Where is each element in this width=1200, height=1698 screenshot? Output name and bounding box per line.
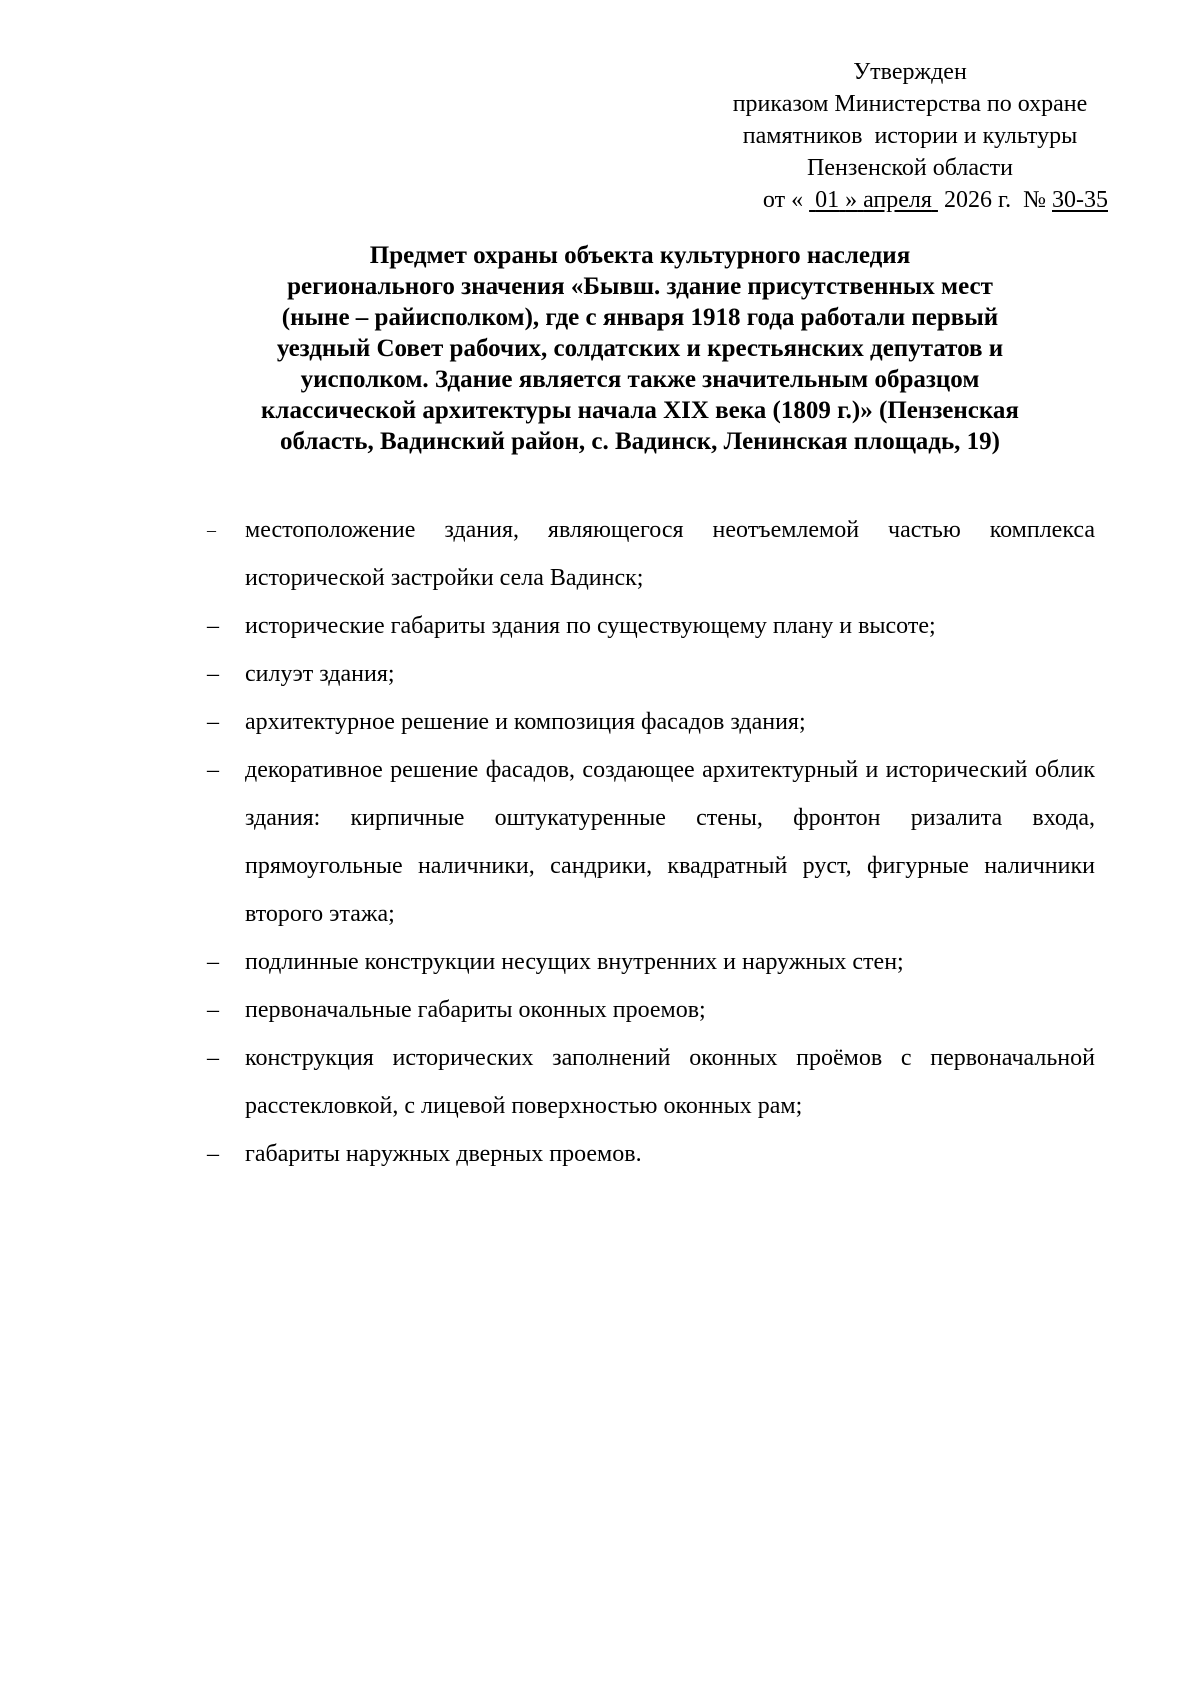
list-dash: –	[207, 520, 216, 540]
title-line: уисполком. Здание является также значительным образцом	[300, 366, 980, 393]
order-day-value: 01	[815, 187, 840, 213]
list-dash: –	[207, 1045, 219, 1071]
approval-line-1: приказом Министерства по охране	[732, 91, 1088, 117]
order-number: 30-35	[1052, 187, 1108, 213]
list-item-text: силуэт здания;	[245, 661, 395, 687]
title-line: уездный Совет рабочих, солдатских и крестьянских депутатов и	[276, 335, 1004, 362]
list-item	[205, 698, 1095, 746]
list-item	[205, 986, 1095, 1034]
list-item	[205, 602, 1095, 650]
order-year: 2026 г.	[943, 187, 1012, 213]
approval-block	[680, 56, 1140, 216]
list-dash: –	[207, 1141, 219, 1167]
list-item-text: первоначальные габариты оконных проемов;	[245, 997, 706, 1023]
order-number-sign: №	[1023, 187, 1046, 213]
list-item	[205, 650, 1095, 698]
list-item	[205, 938, 1095, 986]
list-item	[205, 1130, 1095, 1178]
order-day	[809, 187, 845, 213]
list-item	[205, 506, 1095, 602]
order-month-quote: »	[845, 187, 858, 213]
list-item-text: архитектурное решение и композиция фасадов здания;	[245, 709, 806, 735]
list-dash: –	[207, 949, 219, 975]
document-title	[200, 240, 1080, 457]
list-item-text: подлинные конструкции несущих внутренних и наружных стен;	[245, 949, 904, 975]
list-item-text: габариты наружных дверных проемов.	[245, 1141, 642, 1167]
list-dash: –	[207, 613, 219, 639]
list-dash: –	[207, 709, 219, 735]
approval-heading: Утвержден	[853, 59, 967, 85]
list-dash: –	[207, 757, 219, 783]
order-month	[845, 187, 938, 213]
list-item-text: местоположение здания, являющегося неотъемлемой частью комплекса исторической застройки села Вадинск;	[245, 517, 1095, 591]
order-date-prefix: от «	[762, 187, 804, 213]
order-month-value: апреля	[863, 187, 932, 213]
list-item-text: декоративное решение фасадов, создающее архитектурный и исторический облик здания: кирпичные оштукатуренные стены, фронтон ризалита входа, прямоугольные наличники, сандрики, квадратный руст, фигурные наличники второго этажа;	[245, 757, 1095, 927]
list-item	[205, 746, 1095, 938]
approval-line-3: Пензенской области	[807, 155, 1013, 181]
title-line: регионального значения «Бывш. здание присутственных мест	[287, 273, 993, 300]
title-line: классической архитектуры начала XIX века (1809 г.)» (Пензенская	[261, 397, 1019, 424]
title-line: (ныне – райисполком), где с января 1918 года работали первый	[281, 304, 999, 331]
list-item	[205, 1034, 1095, 1130]
order-date-number-line	[680, 184, 1140, 216]
list-dash: –	[207, 997, 219, 1023]
list-item-text: исторические габариты здания по существующему плану и высоте;	[245, 613, 936, 639]
list-dash: –	[207, 661, 219, 687]
title-line: область, Вадинский район, с. Вадинск, Ленинская площадь, 19)	[279, 428, 1001, 455]
approval-line-2: памятников истории и культуры	[742, 123, 1078, 149]
title-line: Предмет охраны объекта культурного наследия	[369, 242, 911, 269]
list-item-text: конструкция исторических заполнений оконных проёмов с первоначальной расстекловкой, с лицевой поверхностью оконных рам;	[245, 1045, 1095, 1119]
protection-items-list	[205, 506, 1095, 1178]
